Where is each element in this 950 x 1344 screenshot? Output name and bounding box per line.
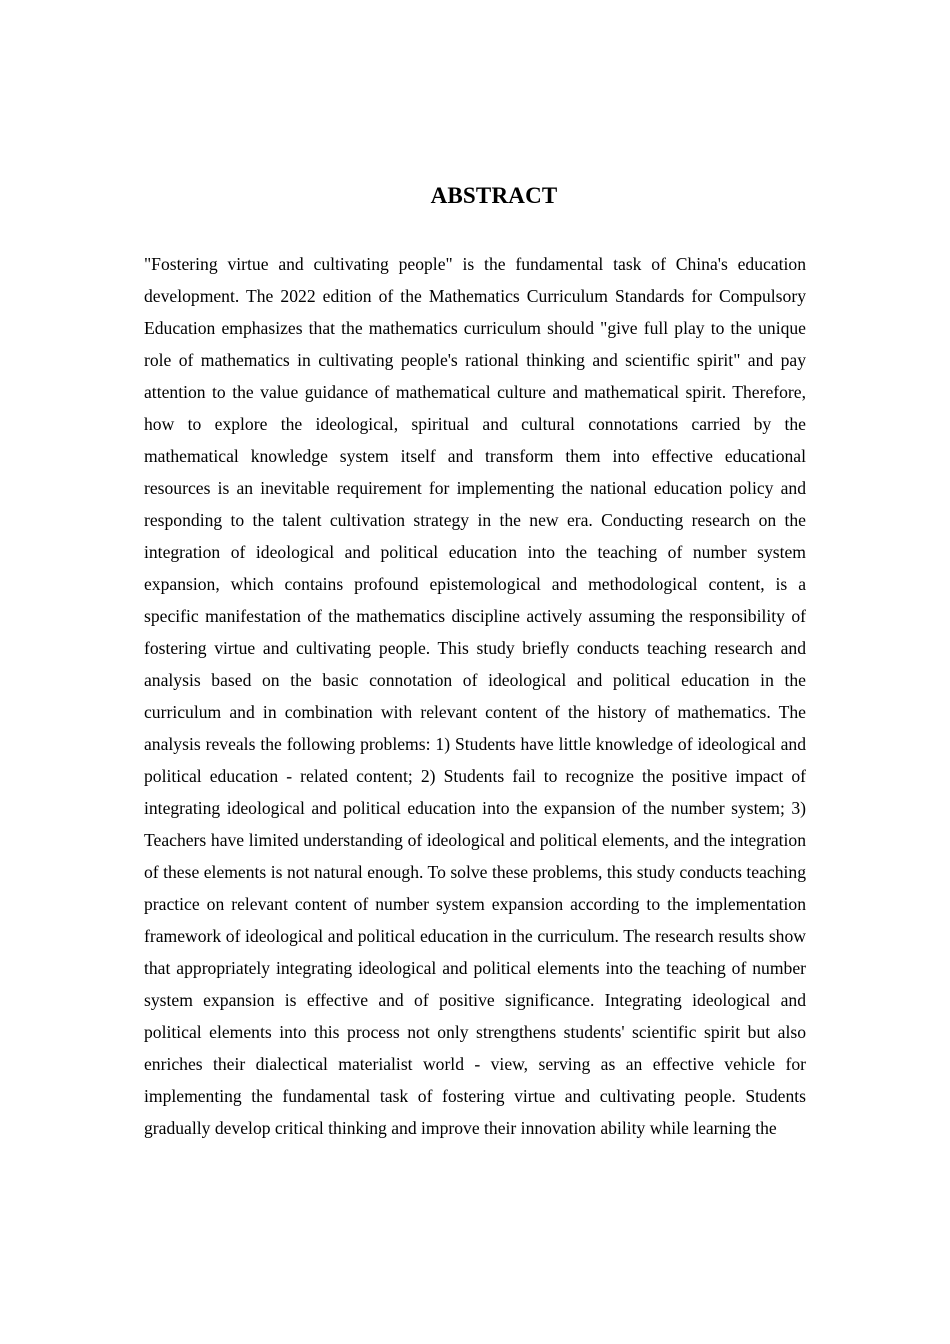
abstract-paragraph: "Fostering virtue and cultivating people" is the fundamental task of China's education development. The 2022 edition of the Mathematics Curriculum Standards for Compulsory Education emphasizes that the mathematics curriculum should "give full play to the unique role of mathematics in cultivating people's rational thinking and scientific spirit" and pay attention to the value guidance of mathematical culture and mathematical spirit. Therefore, how to explore the ideological, spiritual and cultural connotations carried by the mathematical knowledge system itself and transform them into effective educational resources is an inevitable requirement for implementing the national education policy and responding to the talent cultivation strategy in the new era. Conducting research on the integration of ideological and political education into the teaching of number system expansion, which contains profound epistemological and methodological content, is a specific manifestation of the mathematics discipline actively assuming the responsibility of fostering virtue and cultivating people. This study briefly conducts teaching research and analysis based on the basic connotation of ideological and political education in the curriculum and in combination with relevant content of the history of mathematics. The analysis reveals the following problems: 1) Students have little knowledge of ideological and political education - related content; 2) Students fail to recognize the positive impact of integrating ideological and political education into the expansion of the number system; 3) Teachers have limited understanding of ideological and political elements, and the integration of these elements is not natural enough. To solve these problems, this study conducts teaching practice on relevant content of number system expansion according to the implementation framework of ideological and political education in the curriculum. The research results show that appropriately integrating ideological and political elements into the teaching of number system expansion is effective and of positive significance. Integrating ideological and political elements into this process not only strengthens students' scientific spirit but also enriches their dialectical materialist world - view, serving as an effective vehicle for implementing the fundamental task of fostering virtue and cultivating people. Students gradually develop critical thinking and improve their innovation ability while learning the (144, 254, 806, 1138)
abstract-title: ABSTRACT (430, 183, 558, 208)
